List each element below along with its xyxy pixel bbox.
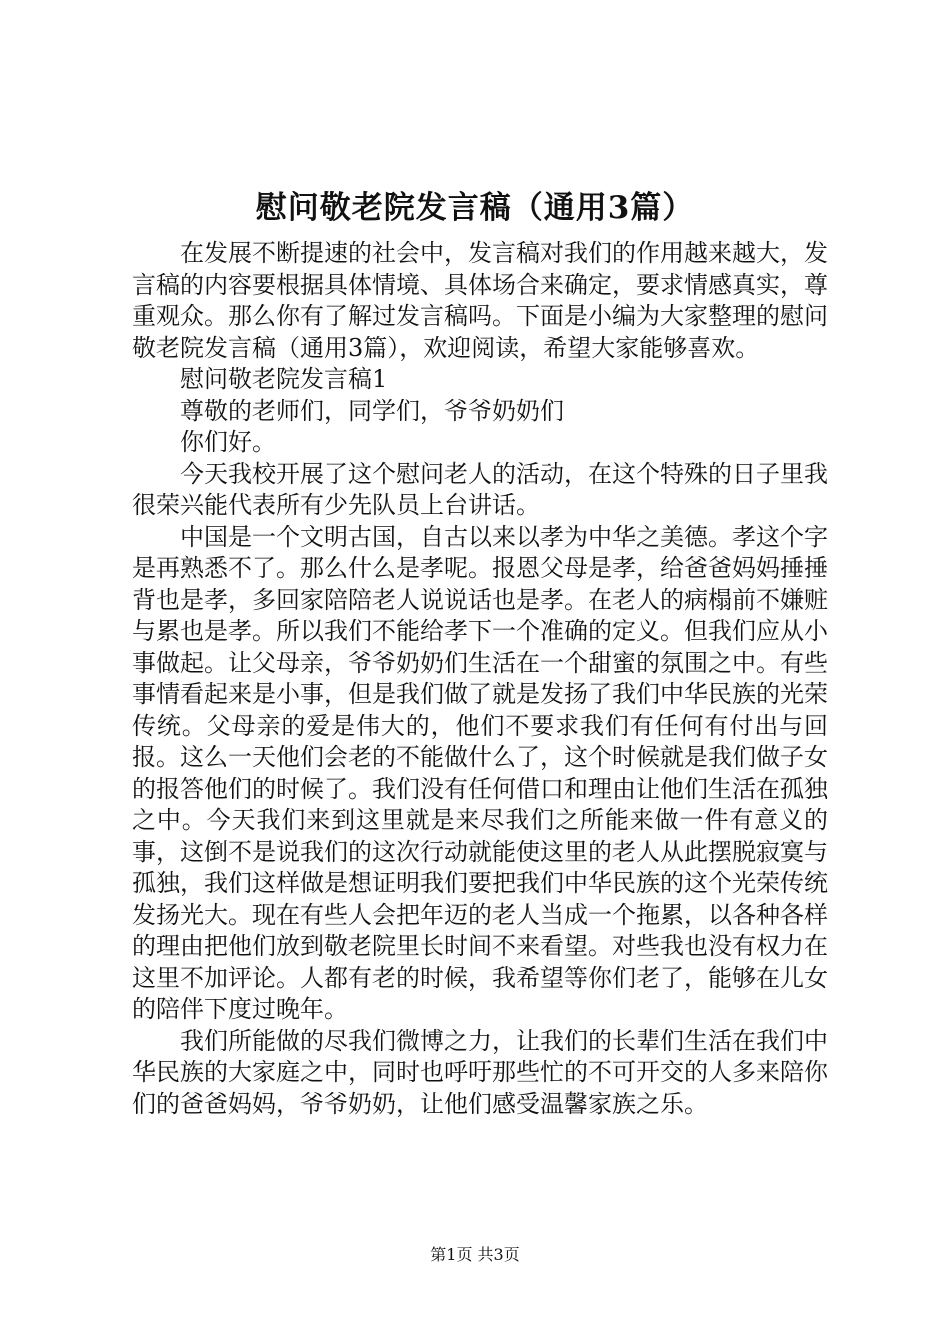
body-paragraph: 中国是一个文明古国，自古以来以孝为中华之美德。孝这个字是再熟悉不了。那么什么是孝呢。报恩父母是孝，给爸爸妈妈捶捶背也是孝，多回家陪陪老人说说话也是孝。在老人的病榻前不嫌赃与累也是孝。所以我们不能给孝下一个准确的定义。但我们应从小事做起。让父母亲，爷爷奶奶们生活在一个甜蜜的氛围之中。有些事情看起来是小事，但是我们做了就是发扬了我们中华民族的光荣传统。父母亲的爱是伟大的，他们不要求我们有任何有付出与回报。这么一天他们会老的不能做什么了，这个时候就是我们做子女的报答他们的时候了。我们没有任何借口和理由让他们生活在孤独之中。今天我们来到这里就是来尽我们之所能来做一件有意义的事，这倒不是说我们的这次行动就能使这里的老人从此摆脱寂寞与孤独，我们这样做是想证明我们要把我们中华民族的这个光荣传统发扬光大。现在有些人会把年迈的老人当成一个拖累，以各种各样的理由把他们放到敬老院里长时间不来看望。对些我也没有权力在这里不加评论。人都有老的时候，我希望等你们老了，能够在儿女的陪伴下度过晚年。 <box>132 522 828 1023</box>
section-heading: 慰问敬老院发言稿1 <box>180 365 388 393</box>
salutation: 尊敬的老师们，同学们，爷爷奶奶们 <box>180 396 564 425</box>
page-number-footer: 第1页 共3页 <box>430 1245 520 1264</box>
body-paragraph: 我们所能做的尽我们微博之力，让我们的长辈们生活在我们中华民族的大家庭之中，同时也呼吁那些忙的不可开交的人多来陪你们的爸爸妈妈，爷爷奶奶，让他们感受温馨家族之乐。 <box>132 1026 828 1118</box>
intro-paragraph: 在发展不断提速的社会中，发言稿对我们的作用越来越大，发言稿的内容要根据具体情境、具体场合来确定，要求情感真实，尊重观众。那么你有了解过发言稿吗。下面是小编为大家整理的慰问敬老院发言稿（通用3篇），欢迎阅读，希望大家能够喜欢。 <box>132 239 828 362</box>
body-paragraph: 今天我校开展了这个慰问老人的活动，在这个特殊的日子里我很荣兴能代表所有少先队员上台讲话。 <box>132 459 828 519</box>
greeting: 你们好。 <box>180 428 276 456</box>
document-title: 慰问敬老院发言稿（通用3篇） <box>255 190 695 226</box>
document-body <box>132 238 828 1120</box>
